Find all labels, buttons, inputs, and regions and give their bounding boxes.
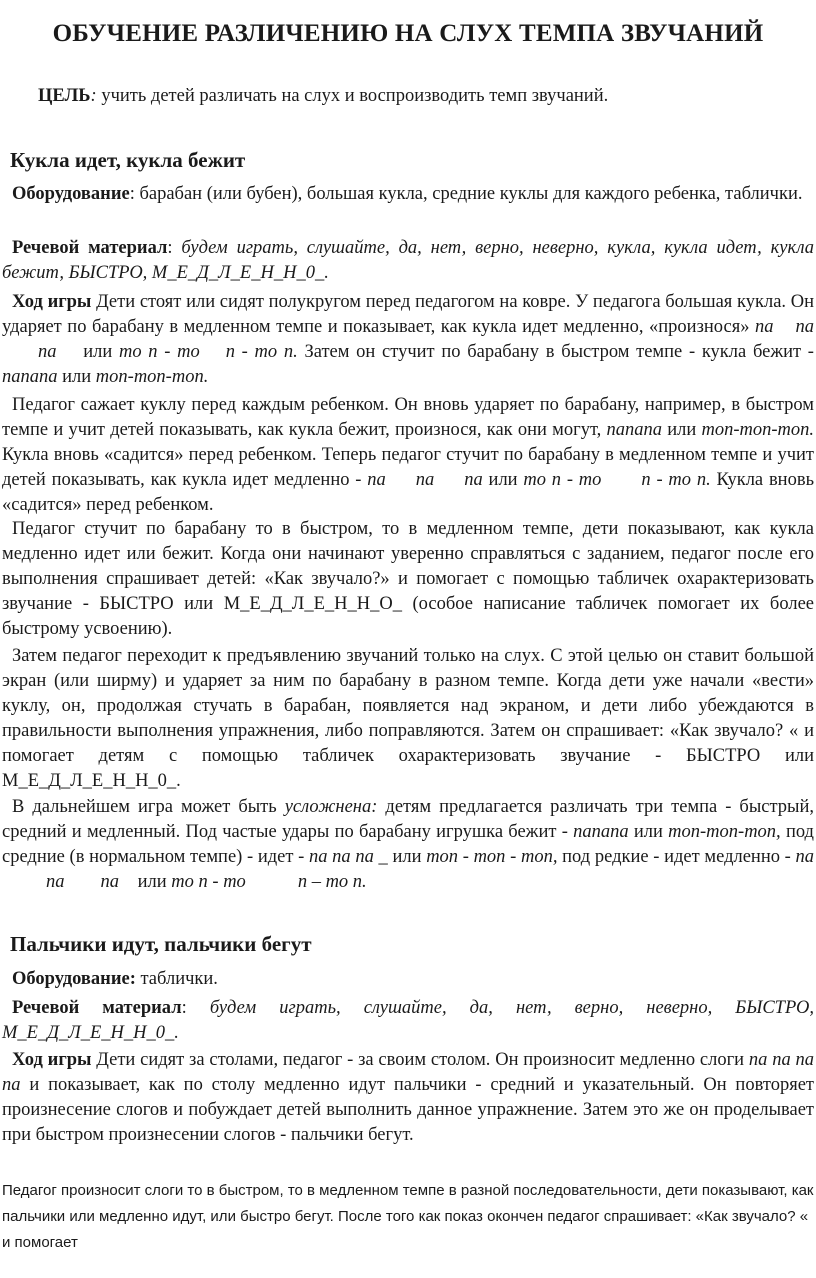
game1-paragraph-3: Педагог стучит по барабану то в быстром, то в медленном темпе, дети показывают, как кукла медленно идет или бежит. Когда они начинают уверенно справляться с заданием, педагог после его выполнения спрашивает детей: «Как звучало?» и помогает с помощью табличек охарактеризовать звучание - БЫСТРО или М_Е_Д_Л_Е_Н_Н_О_ (особое написание табличек помогает их более быстрому усвоению).: [2, 519, 814, 639]
syllable-run: па: [367, 470, 386, 490]
game2-equipment: [2, 967, 814, 992]
text-run: или: [76, 342, 119, 362]
game1-speech-text: будем играть, слушайте, да, нет, верно, неверно, кукла, кукла идет, кукла бежит, БЫСТРО, М_Е_Д_Л_Е_Н_Н_0_.: [2, 238, 815, 283]
goal-text: учить детей различать на слух и воспроизводить темп звучаний.: [96, 86, 609, 106]
text-run: Затем он стучит по барабану в быстром темпе - кукла бежит -: [297, 342, 814, 362]
text-run: или: [482, 470, 524, 490]
syllable-run: па па па _: [308, 847, 388, 867]
syllable-run: па: [38, 342, 57, 362]
italic-run: папапа: [606, 420, 662, 440]
game2-speech-colon: :: [181, 998, 210, 1018]
syllable-run: п – то п.: [297, 872, 367, 892]
game1-speech-material: [2, 236, 814, 286]
goal-label: ЦЕЛЬ: [38, 86, 91, 106]
game1-equipment: [2, 182, 814, 207]
text-run: Кукла вновь «садится» перед ребенком.: [2, 470, 814, 515]
goal-line: [38, 86, 608, 107]
game1-speech-label: Речевой материал: [12, 238, 168, 258]
game2-paragraph-2: Педагог произносит слоги то в быстром, то в медленном темпе в разной последовательности, дети показывают, как пальчики или медленно идут, или быстро бегут. После того как показ окончен педагог спрашивает: «Как звучало? « и помогает: [2, 1182, 814, 1251]
italic-run: усложнена:: [284, 797, 378, 817]
text-run: и показывает, как по столу медленно идут пальчики - средний и указательный. Он повторяет произнесение слогов и побуждает детей выполнить данное упражнение. Затем это же он проделывает при быстром произнесении слогов - пальчики бегут.: [2, 1075, 814, 1145]
page-title: ОБУЧЕНИЕ РАЗЛИЧЕНИЮ НА СЛУХ ТЕМПА ЗВУЧАНИЙ: [52, 20, 764, 47]
italic-run: топ-топ-топ.: [701, 420, 814, 440]
game1-move-paragraph: [2, 290, 814, 390]
syllable-run: то п - то: [118, 342, 200, 362]
game1-move-label: Ход игры: [12, 292, 92, 312]
game2-speech-label: Речевой материал: [12, 998, 182, 1018]
syllable-run: па: [46, 872, 65, 892]
game1-speech-colon: :: [167, 238, 182, 258]
game2-equipment-text: таблички.: [135, 969, 218, 989]
syllable-run: п - то п.: [225, 342, 298, 362]
section-heading-game2: Пальчики идут, пальчики бегут: [10, 932, 312, 956]
goal-colon: :: [90, 86, 97, 106]
syllable-run: па: [755, 317, 774, 337]
game1-equipment-label: Оборудование: [12, 184, 130, 204]
text-run: под редкие - идет медленно -: [557, 847, 796, 867]
game1-equipment-text: : барабан (или бубен), большая кукла, средние куклы для каждого ребенка, таблички.: [129, 184, 803, 204]
game2-speech-material: [2, 996, 814, 1046]
syllable-run: то п - то: [523, 470, 602, 490]
syllable-run: п - то п.: [641, 470, 711, 490]
syllable-run: па: [415, 470, 435, 490]
syllable-run: па: [464, 470, 483, 490]
game2-equipment-label: Оборудование:: [12, 969, 136, 989]
text-run: или: [661, 420, 702, 440]
text-run: детям предлагается различать три темпа - быстрый, средний и медленный. Под частые удары по барабану игрушка бежит -: [2, 797, 814, 842]
text-run: Дети сидят за столами, педагог - за своим столом. Он произносит медленно слоги: [91, 1050, 749, 1070]
game2-move-label: Ход игры: [12, 1050, 92, 1070]
text-run: Педагог сажает куклу перед каждым ребенком. Он вновь ударяет по барабану, например, в быстром темпе и учит детей показывать, как кукла бежит, произнося, как они могут,: [2, 395, 814, 440]
syllable-run: па: [795, 847, 814, 867]
italic-run: топ - топ - топ,: [426, 847, 558, 867]
text-run: или: [387, 847, 427, 867]
game1-paragraph-4: Затем педагог переходит к предъявлению звучаний только на слух. С этой целью он ставит большой экран (или ширму) и ударяет за ним по барабану в разном темпе. Когда дети уже начали «вести» куклу, он, продолжая стучать в барабан, появляется над экраном, и дети либо убеждаются в правильности выполнения упражнения, либо поправляются. Затем он спрашивает: «Как звучало? « и помогает детям с помощью табличек охарактеризовать звучание - БЫСТРО или М_Е_Д_Л_Е_Н_Н_0_.: [2, 646, 814, 791]
text-run: или: [628, 822, 669, 842]
italic-run: топ-топ-топ.: [95, 367, 209, 387]
text-run: Дети стоят или сидят полукругом перед педагогом на ковре. У педагога большая кукла. Он ударяет по барабану в медленном темпе и показывает, как кукла идет медленно, «произнося»: [2, 292, 814, 337]
game1-paragraph-5: [2, 795, 814, 895]
text-run: под средние (в нормальном темпе) - идет -: [2, 822, 814, 867]
italic-run: папапа: [573, 822, 629, 842]
game2-move-paragraph: [2, 1048, 814, 1148]
italic-run: топ-топ-топ,: [668, 822, 781, 842]
game1-paragraph-2: [2, 393, 814, 518]
section-heading-game1: Кукла идет, кукла бежит: [10, 148, 246, 172]
text-run: В дальнейшем игра может быть: [12, 797, 285, 817]
italic-run: папапа: [2, 367, 58, 387]
game2-speech-text: будем играть, слушайте, да, нет, верно, неверно, БЫСТРО, М_Е_Д_Л_Е_Н_Н_0_.: [2, 998, 815, 1043]
syllable-run: па: [100, 872, 119, 892]
syllable-run: па па па па: [2, 1050, 814, 1095]
text-run: или: [133, 872, 172, 892]
text-run: Кукла вновь «садится» перед ребенком. Теперь педагог стучит по барабану в медленном темпе и учит детей показывать, как кукла идет медленно -: [2, 445, 814, 490]
syllable-run: то п - то: [171, 872, 246, 892]
syllable-run: па: [795, 317, 814, 337]
text-run: или: [57, 367, 96, 387]
